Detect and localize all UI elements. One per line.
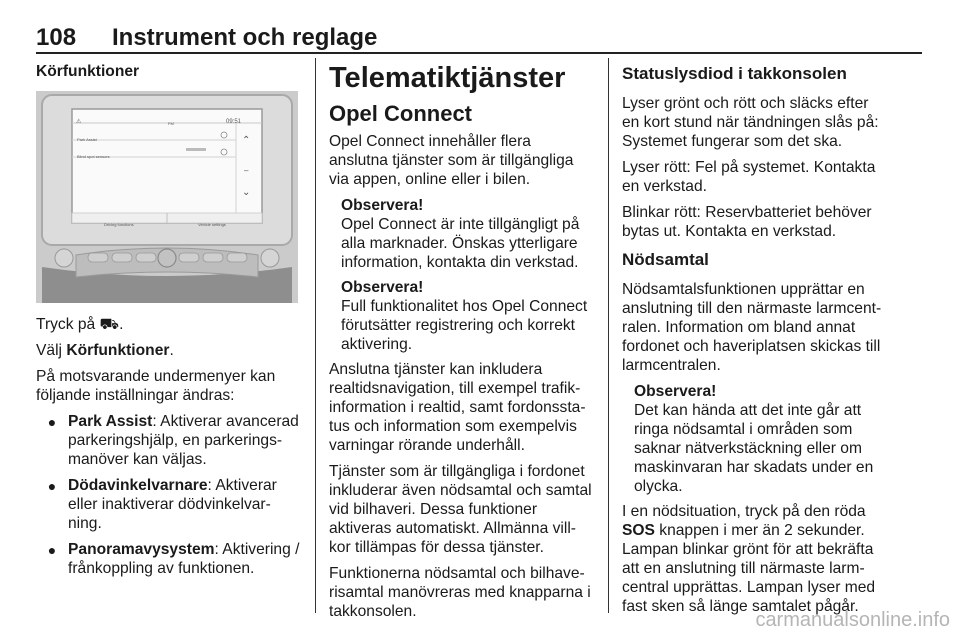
note-box bbox=[341, 278, 594, 354]
screen-vehicle-settings-button: Vehicle settings bbox=[198, 222, 226, 227]
screen-scroll-up-icon: ⌃ bbox=[242, 135, 251, 146]
infotainment-photo bbox=[36, 91, 298, 303]
note-label: Observera! bbox=[341, 279, 424, 296]
bullet-icon: ● bbox=[47, 542, 57, 558]
emergency-call-paragraph: Nödsamtalsfunktionen upprättar en anslutning till den närmaste larmcent-ralen. Information om bland annat fordonet och haveriplatsen skickas till larmcentralen. bbox=[622, 281, 882, 374]
list-item-term: Dödavinkelvarnare bbox=[68, 477, 208, 494]
screen-scroll-mid-icon: – bbox=[244, 166, 249, 175]
sos-term: SOS bbox=[622, 522, 655, 539]
list-item bbox=[36, 540, 302, 578]
note-text: Full funktionalitet hos Opel Connect förutsätter registrering och korrekt aktivering. bbox=[341, 298, 588, 353]
bullet-icon: ● bbox=[47, 478, 57, 494]
page-number: 108 bbox=[36, 24, 77, 51]
select-prefix: Välj bbox=[36, 342, 67, 359]
note-box bbox=[634, 382, 890, 496]
bullet-icon: ● bbox=[47, 414, 57, 430]
instruction-press: Tryck på ⛟. bbox=[36, 316, 124, 333]
note-label: Observera! bbox=[634, 383, 717, 400]
section-heading-emergency-call: Nödsamtal bbox=[622, 250, 709, 269]
section-heading-status-led: Statuslysdiod i takkonsolen bbox=[622, 64, 847, 83]
list-item-term: Panoramavysystem bbox=[68, 541, 215, 558]
note-text: Opel Connect är inte tillgängligt på alla marknader. Önskas ytterligare information, kontakta din verkstad. bbox=[341, 216, 580, 271]
page-header-title: Instrument och reglage bbox=[112, 24, 378, 51]
sos-prefix: I en nödsituation, tryck på den röda bbox=[622, 503, 866, 520]
screen-time: 09:51 bbox=[226, 119, 242, 125]
select-term: Körfunktioner bbox=[66, 342, 170, 359]
list-item-text: : Aktiverar avancerad parkeringshjälp, en parkerings-manöver kan väljas. bbox=[68, 413, 299, 468]
screen-row-park-assist: Park Assist bbox=[77, 137, 97, 142]
column-divider-2 bbox=[608, 58, 609, 613]
screen-warning-icon: ⚠ bbox=[76, 119, 82, 125]
list-item bbox=[36, 412, 302, 469]
sos-suffix: knappen i mer än 2 sekunder. Lampan blinkar grönt för att bekräfta att en anslutning till närmaste larm-central upprättas. Lampan lyser med fast sken så länge samtalet pågår. bbox=[622, 522, 876, 615]
note-text: Det kan hända att det inte går att ringa nödsamtal i områden som saknar nätverkstäckning eller om maskinvaran har skadats under en olycka. bbox=[634, 402, 874, 495]
note-label: Observera! bbox=[341, 197, 424, 214]
header-rule bbox=[36, 52, 922, 54]
instruction-select bbox=[36, 341, 302, 360]
screen-source: FM bbox=[168, 121, 174, 126]
overhead-console-paragraph: Funktionerna nödsamtal och bilhave-risamtal manövreras med knapparna i takkonsolen. bbox=[329, 565, 591, 620]
column-2 bbox=[329, 62, 594, 628]
section-heading-opel-connect: Opel Connect bbox=[329, 101, 473, 126]
list-item-term: Park Assist bbox=[68, 413, 153, 430]
column-3 bbox=[622, 62, 890, 623]
column-1 bbox=[36, 62, 302, 585]
sos-paragraph bbox=[622, 502, 890, 616]
intro-paragraph: Opel Connect innehåller flera anslutna tjänster som är tillgängliga via appen, online eller i bilen. bbox=[329, 133, 574, 188]
chapter-title: Telematiktjänster bbox=[329, 62, 566, 94]
status-green-red: Lyser grönt och rött och släcks efter en kort stund när tändningen slås på: Systemet fungerar som det ska. bbox=[622, 95, 879, 150]
screen-scroll-down-icon: ⌄ bbox=[242, 187, 251, 198]
status-red: Lyser rött: Fel på systemet. Kontakta en verkstad. bbox=[622, 159, 876, 195]
screen-row-blind-spot: Blind spot sensors bbox=[77, 154, 110, 159]
note-box bbox=[341, 196, 594, 272]
services-paragraph: Anslutna tjänster kan inkludera realtidsnavigation, till exempel trafik-information i realtid, samt fordonssta-tus och information som exempelvis varningar rörande underhåll. bbox=[329, 361, 586, 454]
list-item-text: : Aktivering / frånkoppling av funktionen. bbox=[68, 541, 300, 577]
list-item bbox=[36, 476, 302, 533]
list-item-text: : Aktiverar eller inaktiverar dödvinkelvar-ning. bbox=[68, 477, 277, 532]
screen-driving-functions-button: Driving functions bbox=[104, 222, 134, 227]
emergency-services-paragraph: Tjänster som är tillgängliga i fordonet inkluderar även nödsamtal och samtal vid bilhaveri. Dessa funktioner aktiveras automatiskt. Allmänna vill-kor tillämpas för dessa tjänster. bbox=[329, 463, 592, 556]
watermark: carmanualsonline.info bbox=[755, 609, 950, 631]
submenu-intro: På motsvarande undermenyer kan följande inställningar ändras: bbox=[36, 368, 276, 404]
status-blinking-red: Blinkar rött: Reservbatteriet behöver bytas ut. Kontakta en verkstad. bbox=[622, 204, 872, 240]
select-suffix: . bbox=[169, 342, 174, 359]
column-divider-1 bbox=[315, 58, 316, 613]
section-heading-korfunktioner: Körfunktioner bbox=[36, 63, 140, 80]
